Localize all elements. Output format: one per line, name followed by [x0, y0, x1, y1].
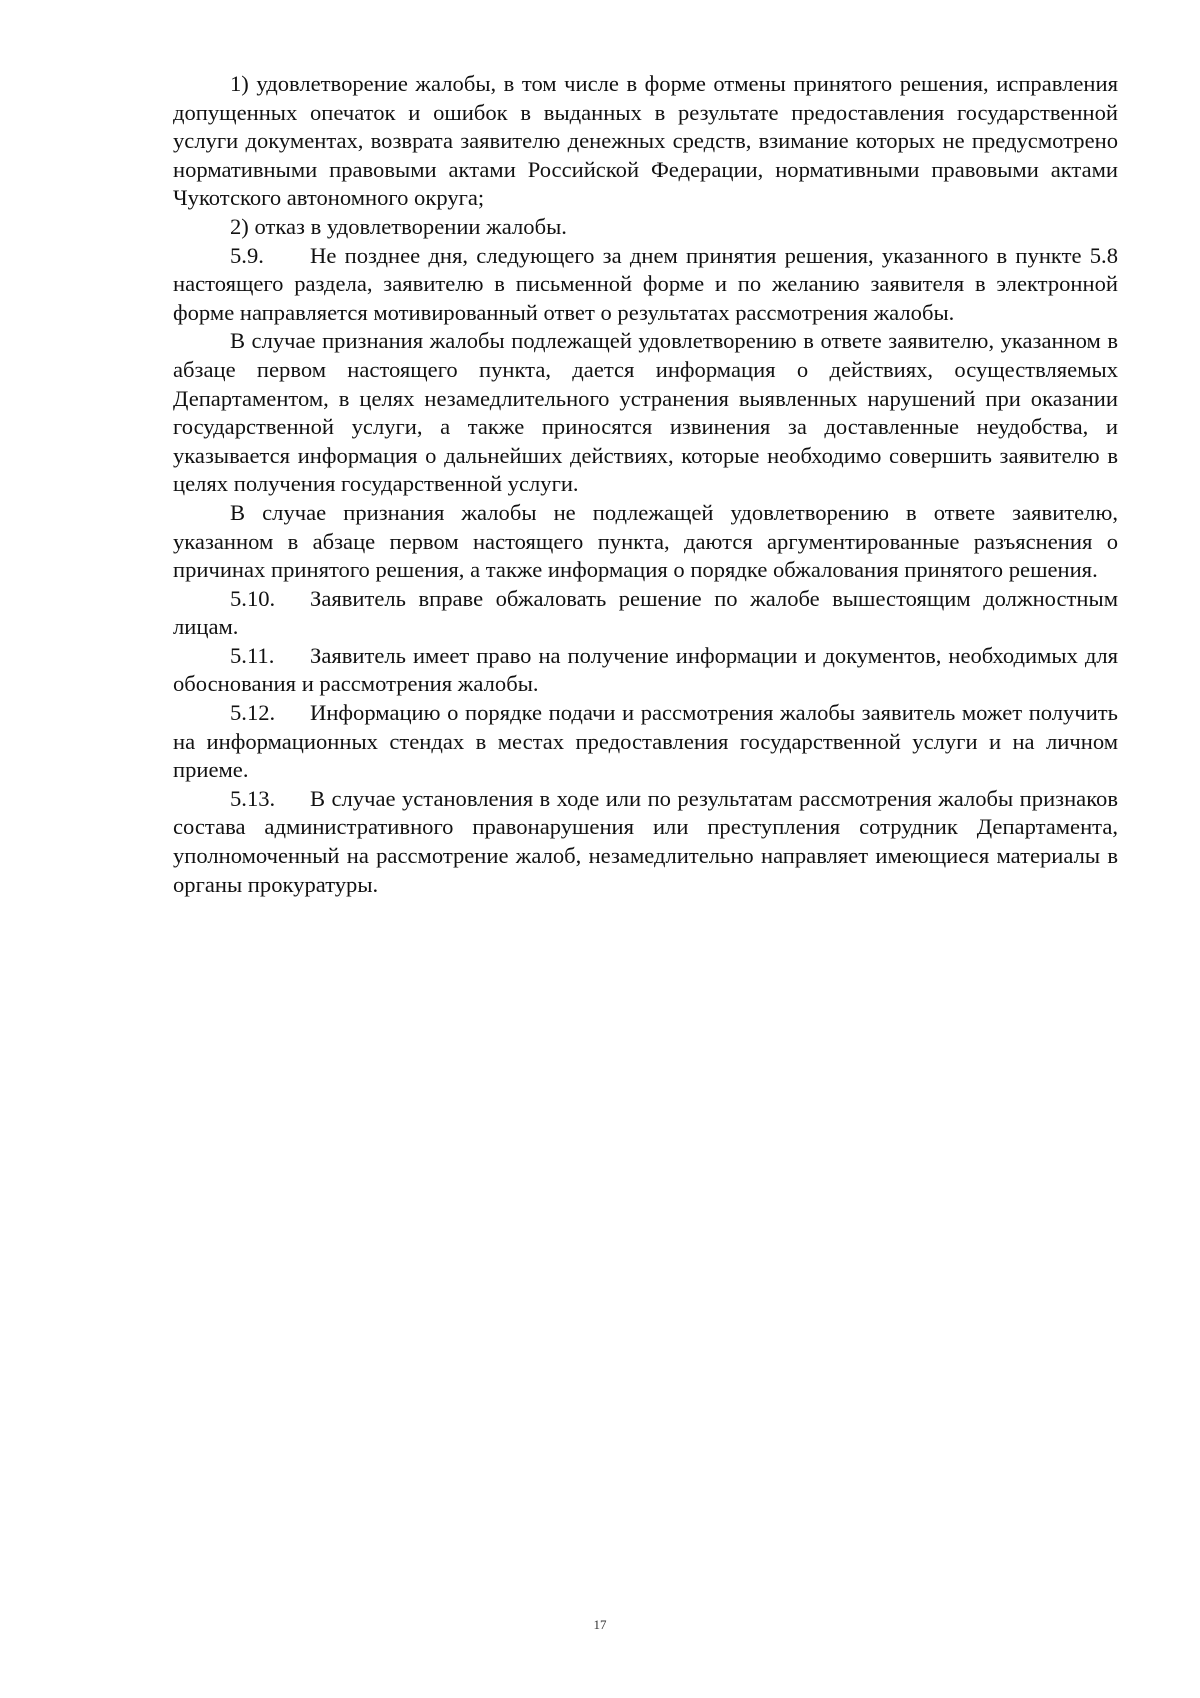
clause-number: 5.12.	[230, 700, 276, 726]
paragraph-5-10	[173, 585, 1118, 642]
paragraph-2	[173, 213, 1118, 242]
paragraph-5-13	[173, 785, 1118, 899]
clause-number: 5.10.	[230, 585, 276, 611]
page-number: 17	[593, 1617, 607, 1632]
document-body	[173, 70, 1118, 899]
paragraph-text: Заявитель вправе обжаловать решение по жалобе вышестоящим должностным лицам.	[173, 585, 1118, 640]
paragraph-5	[173, 499, 1118, 585]
paragraph-text: Заявитель имеет право на получение информации и документов, необходимых для обоснования и рассмотрения жалобы.	[173, 642, 1118, 697]
paragraph-text: В случае признания жалобы не подлежащей удовлетворению в ответе заявителю, указанном в абзаце первом настоящего пункта, даются аргументированные разъяснения о причинах принятого решения, а также информация о порядке обжалования принятого решения.	[173, 499, 1118, 583]
paragraph-4	[173, 327, 1118, 499]
paragraph-5-9	[173, 242, 1118, 328]
paragraph-text: Информацию о порядке подачи и рассмотрения жалобы заявитель может получить на информационных стендах в местах предоставления государственной услуги и на личном приеме.	[173, 700, 1118, 783]
paragraph-text: В случае признания жалобы подлежащей удовлетворению в ответе заявителю, указанном в абзаце первом настоящего пункта, дается информация о действиях, осуществляемых Департаментом, в целях незамедлительного устранения выявленных нарушений при оказании государственной услуги, а также приносятся извинения за доставленные неудобства, и указывается информация о дальнейших действиях, которые необходимо совершить заявителю в целях получения государственной услуги.	[173, 328, 1118, 497]
paragraph-text: 1) удовлетворение жалобы, в том числе в форме отмены принятого решения, исправления допущенных опечаток и ошибок в выданных в результате предоставления государственной услуги документах, возврата заявителю денежных средств, взимание которых не предусмотрено нормативными правовыми актами Российской Федерации, нормативными правовыми актами Чукотского автономного округа;	[173, 71, 1118, 211]
clause-number: 5.13.	[230, 785, 276, 811]
paragraph-1	[173, 70, 1118, 213]
paragraph-text: 2) отказ в удовлетворении жалобы.	[230, 213, 567, 239]
paragraph-text: В случае установления в ходе или по результатам рассмотрения жалобы признаков состава административного правонарушения или преступления сотрудник Департамента, уполномоченный на рассмотрение жалоб, незамедлительно направляет имеющиеся материалы в органы прокуратуры.	[173, 785, 1118, 897]
clause-number: 5.11.	[230, 642, 275, 668]
paragraph-5-12	[173, 699, 1118, 785]
paragraph-5-11	[173, 642, 1118, 699]
clause-number: 5.9.	[230, 242, 264, 268]
paragraph-text: Не позднее дня, следующего за днем принятия решения, указанного в пункте 5.8 настоящего раздела, заявителю в письменной форме и по желанию заявителя в электронной форме направляется мотивированный ответ о результатах рассмотрения жалобы.	[173, 242, 1118, 325]
